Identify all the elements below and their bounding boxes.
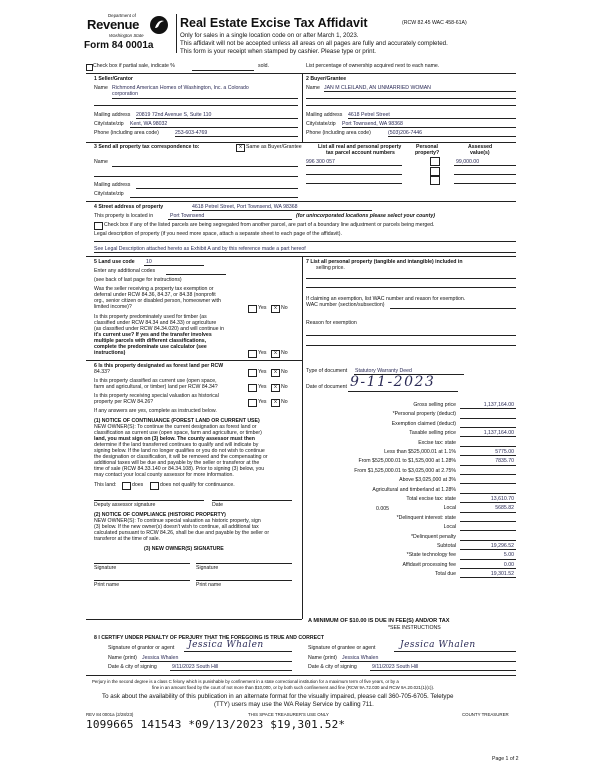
exemption-question-line1: Was the seller receiving a property tax exemption or: [94, 286, 214, 292]
timber-question-line3: (as classified under RCW 84.34.020) and will continue in: [94, 326, 225, 332]
exemption-no-label: No: [281, 305, 288, 311]
treasurer-receipt-stamp: 1099665 141543 *09/13/2023 $19,301.52*: [86, 718, 346, 731]
located-label: This property is located in: [94, 213, 154, 219]
buyer-name-value[interactable]: JAN M CLEILAND, AN UNMARRIED WOMAN: [324, 85, 431, 91]
personal-property-checkbox-3[interactable]: [430, 176, 440, 185]
note-3: This form is your receipt when stamped by cashier. Please type or print.: [180, 48, 377, 55]
grantee-name-value[interactable]: Jessica Whalen: [342, 655, 379, 661]
page-title: Real Estate Excise Tax Affidavit: [180, 16, 368, 30]
grantor-name-value[interactable]: Jessica Whalen: [142, 655, 179, 661]
exemption-question-line4: limited income)?: [94, 304, 132, 310]
forest-question-line1: 6 Is this property designated as forest land per RCW: [94, 363, 224, 369]
corr-city-label: City/state/zip: [94, 191, 124, 197]
revision-label: REV 84 0001a (2/28/23): [86, 712, 134, 717]
tax-row-value[interactable]: 7835.70: [495, 458, 514, 465]
timber-question-line5: multiple parcels with different classifications,: [94, 338, 207, 344]
current-use-no-label: No: [281, 384, 288, 390]
continuance-line4: determine if the land transferred continues to qualify and will indicate by: [94, 442, 259, 448]
tax-row-label: Local: [443, 505, 456, 512]
agency-name: Revenue: [87, 17, 140, 32]
current-use-question-line2: farm and agricultural, or timber) land per RCW 84.34?: [94, 384, 218, 390]
tax-row-label: Local: [443, 524, 456, 531]
personal-property-checkbox-1[interactable]: [430, 157, 440, 166]
treasurer-use-label: THIS SPACE TREASURER'S USE ONLY: [248, 712, 329, 717]
tax-row-label: Excise tax: state: [418, 439, 456, 446]
buyer-mailing-label: Mailing address: [306, 112, 343, 118]
tax-row-label: Exemption claimed (deduct): [391, 420, 456, 427]
historic-yes-checkbox[interactable]: [248, 399, 257, 407]
located-value[interactable]: Port Townsend: [170, 213, 205, 219]
grantee-date-value[interactable]: 9/11/2023 South Hill: [372, 664, 419, 670]
reason-label: Reason for exemption: [306, 320, 357, 326]
dept-line: Department of: [108, 13, 136, 18]
tax-row-value[interactable]: 19,296.52: [490, 543, 514, 549]
historic-question-line1: Is this property receiving special valuation as historical: [94, 393, 219, 399]
timber-question-line6: complete the predominate use calculator (see: [94, 344, 207, 350]
historic-no-label: No: [281, 399, 288, 405]
land-does-checkbox[interactable]: [122, 482, 131, 490]
assessed-col-header-1: Assessed: [468, 144, 493, 150]
document-date-value[interactable]: 9-11-2023: [350, 374, 436, 390]
timber-no-checkbox[interactable]: X: [271, 350, 280, 358]
historic-yes-label: Yes: [258, 399, 267, 405]
forest-question-line2: 84.33?: [94, 369, 110, 375]
tax-row-value[interactable]: 5775.00: [495, 449, 514, 455]
partial-sale-label: Check box if partial sale, indicate %: [93, 63, 175, 69]
corr-name-label: Name: [94, 159, 108, 165]
historic-compliance-line4: transferor at the time of sale.: [94, 536, 161, 542]
exemption-wac-label-1: If claiming an exemption, list WAC number and reason for exemption.: [306, 296, 466, 302]
tax-row-value[interactable]: 0.00: [503, 561, 514, 568]
deputy-date-label: Date: [212, 502, 223, 508]
document-type-value[interactable]: Statutory Warranty Deed: [355, 368, 412, 374]
historic-no-checkbox[interactable]: X: [271, 399, 280, 407]
tax-row-value[interactable]: 1,137,164.00: [483, 402, 514, 408]
timber-question-line7: instructions): [94, 350, 126, 356]
tax-row-value[interactable]: 5.00: [503, 552, 514, 559]
alternate-format-line1: To ask about the availability of this publication in an alternate format for the visually impaired, please call 360-705-6705. Teletype: [102, 693, 454, 700]
seller-city-value[interactable]: Kent, WA 98032: [130, 121, 168, 127]
new-owner-signature-title: (3) NEW OWNER(S) SIGNATURE: [144, 546, 224, 552]
exemption-question-line3: org., senior citizen or disabled person, homeowner with: [94, 298, 221, 304]
timber-no-label: No: [281, 350, 288, 356]
seller-heading: 1 Seller/Grantor: [94, 76, 133, 82]
continuance-line7: additional taxes will be due and payable by the seller or transferor at the: [94, 460, 260, 466]
correspondence-label: 3 Send all property tax correspondence to:: [94, 144, 200, 150]
page-number: Page 1 of 2: [492, 756, 519, 762]
grantor-signature-label: Signature of grantor or agent: [108, 645, 175, 651]
this-land-label: This land:: [94, 482, 117, 488]
tax-row-label: Total excise tax: state: [406, 496, 456, 502]
personal-property-label-2: selling price.: [316, 265, 345, 271]
local-rate: 0.005: [376, 506, 389, 512]
personal-property-label-1: 7 List all personal property (tangible and intangible) included in: [306, 259, 463, 265]
timber-question-line1: Is this property predominately used for timber (as: [94, 314, 207, 320]
note-1: Only for sales in a single location code on or after March 1, 2023.: [180, 32, 359, 39]
grantor-signature[interactable]: Jessica Whalen: [188, 640, 264, 650]
tax-row-value[interactable]: 1,137,164.00: [483, 430, 514, 437]
exemption-yes-checkbox[interactable]: [248, 305, 257, 313]
tax-row-label: Less than $525,000.01 at 1.1%: [384, 449, 456, 455]
seller-phone-value[interactable]: 253-603-4769: [175, 130, 208, 136]
continuance-line3: land, you must sign on (3) below. The county assessor must then: [94, 436, 255, 442]
corr-mailing-label: Mailing address: [94, 182, 131, 188]
legal-description-value[interactable]: See Legal Description attached hereto as Exhibit A and by this reference made a part hereof: [94, 246, 306, 252]
historic-compliance-line2: (3) below. If the new owner(s) doesn't wish to continue, all additional tax: [94, 524, 259, 530]
see-instructions-note: *SEE INSTRUCTIONS: [388, 625, 441, 631]
buyer-mailing-value[interactable]: 4618 Petrel Street: [348, 112, 390, 118]
timber-yes-checkbox[interactable]: [248, 350, 257, 358]
revenue-seal-icon: [149, 15, 169, 35]
tax-row-label: Total due: [434, 571, 456, 578]
historic-compliance-line1: NEW OWNER(S): To continue special valuation as historic property, sign: [94, 518, 261, 524]
exemption-yes-label: Yes: [258, 305, 267, 311]
perjury-note-line1: Perjury in the second degree is a class C felony which is punishable by confinement in a state correctional institution for a maximum term of five years, or by a: [92, 679, 399, 684]
statute: (RCW 82.45 WAC 458-61A): [402, 20, 467, 26]
document-date-label: Date of document: [306, 384, 347, 390]
new-owner-signature-label-2: Signature: [196, 565, 219, 571]
land-use-label: 5 Land use code: [94, 259, 135, 265]
partial-sale-checkbox[interactable]: [86, 64, 93, 71]
county-treasurer-label: COUNTY TREASURER: [462, 712, 509, 717]
timber-yes-label: Yes: [258, 350, 267, 356]
continuance-line8: time of sale (RCW 84.33.140 or 84.34.108). Prior to signing (3) below, you: [94, 466, 265, 472]
current-use-question-line1: Is this property classified as current use (open space,: [94, 378, 217, 384]
seller-phone-label: Phone (including area code): [94, 130, 159, 136]
seller-mailing-value[interactable]: 20819 72nd Avenue S, Suite 110: [136, 112, 212, 118]
land-does-label: does: [132, 482, 144, 488]
land-use-value[interactable]: 10: [146, 259, 152, 265]
continuance-line1: NEW OWNER(S): To continue the current designation as forest land or: [94, 424, 257, 430]
land-does-not-label: does not qualify for continuance.: [160, 482, 235, 488]
current-use-yes-checkbox[interactable]: [248, 384, 257, 392]
assessed-col-header-2: value(s): [470, 150, 490, 156]
tax-row-label: *State technology fee: [406, 552, 456, 559]
tax-row-label: *Delinquent penalty: [411, 533, 456, 540]
buyer-heading: 2 Buyer/Grantee: [306, 76, 347, 82]
document-type-label: Type of document: [306, 368, 348, 374]
same-as-buyer-label: Same as Buyer/Grantee: [246, 144, 302, 150]
legal-description-label: Legal description of property (if you need more space, attach a separate sheet to each page of the affidavit).: [94, 231, 342, 237]
exemption-no-checkbox[interactable]: X: [271, 305, 280, 313]
new-owner-print-label-1: Print name: [94, 582, 120, 588]
continuance-title: (1) NOTICE OF CONTINUANCE (FOREST LAND OR CURRENT USE): [94, 418, 260, 424]
if-yes-note: If any answers are yes, complete as instructed below.: [94, 408, 217, 414]
buyer-city-label: City/state/zip: [306, 121, 336, 127]
exemption-wac-label-2: WAC number (section/subsection): [306, 302, 385, 308]
see-back-note: (see back of last page for instructions): [94, 277, 182, 283]
parcel-number[interactable]: 996 300 057: [306, 159, 335, 165]
sold-label: sold.: [258, 63, 269, 69]
tax-row-label: Affidavit processing fee: [402, 561, 456, 568]
new-owner-print-label-2: Print name: [196, 582, 222, 588]
tax-row-value[interactable]: 5685.82: [495, 505, 514, 512]
street-address-label: 4 Street address of property: [94, 204, 164, 210]
deputy-signature-label: Deputy assessor signature: [94, 502, 156, 508]
forest-yes-label: Yes: [258, 369, 267, 375]
state-name: Washington State: [109, 33, 144, 38]
assessed-value[interactable]: 99,000.00: [456, 159, 480, 165]
street-address-value[interactable]: 4618 Petrel Street, Port Townsend, WA 98368: [192, 204, 298, 210]
seller-mailing-label: Mailing address: [94, 112, 131, 118]
certify-statement: 8 I CERTIFY UNDER PENALTY OF PERJURY THAT THE FOREGOING IS TRUE AND CORRECT: [94, 635, 324, 641]
historic-compliance-title: (2) NOTICE OF COMPLIANCE (HISTORIC PROPERTY): [94, 512, 226, 518]
timber-question-line2: classified under RCW 84.34 and 84.33) or agriculture: [94, 320, 217, 326]
perjury-note-line2: fine in an amount fixed by the court of not more than $10,000, or by both such confinement and fine (RCW 9A.72.030 and RCW 9A.20.021(1)(c)).: [152, 685, 435, 690]
tax-row-label: *Delinquent interest: state: [396, 514, 456, 521]
tax-row-value[interactable]: 19,301.52: [490, 571, 514, 578]
continuance-line6: the designation or classification, it will be removed and the compensating or: [94, 454, 268, 460]
tax-row-label: Gross selling price: [413, 402, 456, 408]
tax-row-label: From $1,525,000.01 to $3,025,000 at 2.75%: [354, 467, 456, 474]
unincorporated-note: (for unincorporated locations please select your county): [296, 213, 435, 219]
forest-no-checkbox[interactable]: X: [271, 369, 280, 377]
seller-name-line1[interactable]: Richmond American Homes of Washington, Inc. a Colorado: [112, 85, 249, 91]
buyer-phone-value[interactable]: (503)206-7446: [388, 130, 423, 136]
additional-codes-label: Enter any additional codes: [94, 268, 156, 274]
timber-question-line4: it's current use? If yes and the transfer involves: [94, 332, 212, 338]
form-id: Form 84 0001a: [84, 40, 154, 51]
grantee-date-label: Date & city of signing: [308, 664, 357, 670]
continuance-line5: signing below. If the land no longer qualifies or you do not wish to continue: [94, 448, 265, 454]
grantee-name-label: Name (print): [308, 655, 337, 661]
segregated-checkbox[interactable]: [94, 222, 103, 230]
alternate-format-line2: (TTY) users may use the WA Relay Service by calling 711.: [214, 701, 374, 708]
continuance-line9: may contact your local county assessor for more information.: [94, 472, 234, 478]
historic-question-line2: property per RCW 84.26?: [94, 399, 154, 405]
grantor-date-label: Date & city of signing: [108, 664, 157, 670]
buyer-city-value[interactable]: Port Townsend, WA 98368: [342, 121, 403, 127]
continuance-line2: classification as current use (open space, farm and agriculture, or timber): [94, 430, 262, 436]
note-2: This affidavit will not be accepted unless all areas on all pages are fully and accurately completed.: [180, 40, 448, 47]
tax-row-label: Subtotal: [436, 543, 456, 549]
forest-yes-checkbox[interactable]: [248, 369, 257, 377]
forest-no-label: No: [281, 369, 288, 375]
new-owner-signature-label-1: Signature: [94, 565, 117, 571]
tax-row-label: Above $3,025,000 at 3%: [399, 477, 456, 484]
current-use-no-checkbox[interactable]: X: [271, 384, 280, 392]
grantor-name-label: Name (print): [108, 655, 137, 661]
ownership-note: List percentage of ownership acquired next to each name.: [306, 63, 440, 69]
tax-row-label: Agricultural and timberland at 1.28%: [372, 486, 456, 493]
buyer-name-label: Name: [306, 85, 320, 91]
seller-city-label: City/state/zip: [94, 121, 124, 127]
exemption-question-line2: deferral under RCW 84.36, 84.37, or 84.38 (nonprofit: [94, 292, 216, 298]
tax-row-label: From $525,000.01 to $1,525,000 at 1.28%: [358, 458, 456, 465]
parcel-col-header-1: List all real and personal property: [318, 144, 402, 150]
buyer-phone-label: Phone (including area code): [306, 130, 371, 136]
historic-compliance-line3: calculated pursuant to RCW 84.26, shall be due and payable by the seller or: [94, 530, 270, 536]
grantee-signature-label: Signature of grantee or agent: [308, 645, 376, 651]
current-use-yes-label: Yes: [258, 384, 267, 390]
minimum-due-note: A MINIMUM OF $10.00 IS DUE IN FEE(S) AND/OR TAX: [308, 618, 450, 624]
same-as-buyer-checkbox[interactable]: X: [236, 144, 245, 152]
personal-property-checkbox-2[interactable]: [430, 167, 440, 176]
parcel-col-header-2: tax parcel account numbers: [326, 150, 395, 156]
seller-name-label: Name: [94, 85, 108, 91]
land-does-not-checkbox[interactable]: [150, 482, 159, 490]
tax-row-label: Taxable selling price: [409, 430, 456, 437]
tax-row-label: *Personal property (deduct): [392, 411, 456, 418]
seller-name-line2[interactable]: corporation: [112, 91, 138, 97]
personal-col-header-1: Personal: [416, 144, 438, 150]
grantor-date-value[interactable]: 9/11/2023 South Hill: [172, 664, 219, 670]
grantee-signature[interactable]: Jessica Whalen: [400, 640, 476, 650]
personal-col-header-2: property?: [415, 150, 440, 156]
segregated-label: Check box if any of the listed parcels are being segregated from another parcel, are part of a boundary line adjustment or parcels being merged.: [104, 222, 435, 228]
tax-row-value[interactable]: 13,610.70: [490, 496, 514, 502]
